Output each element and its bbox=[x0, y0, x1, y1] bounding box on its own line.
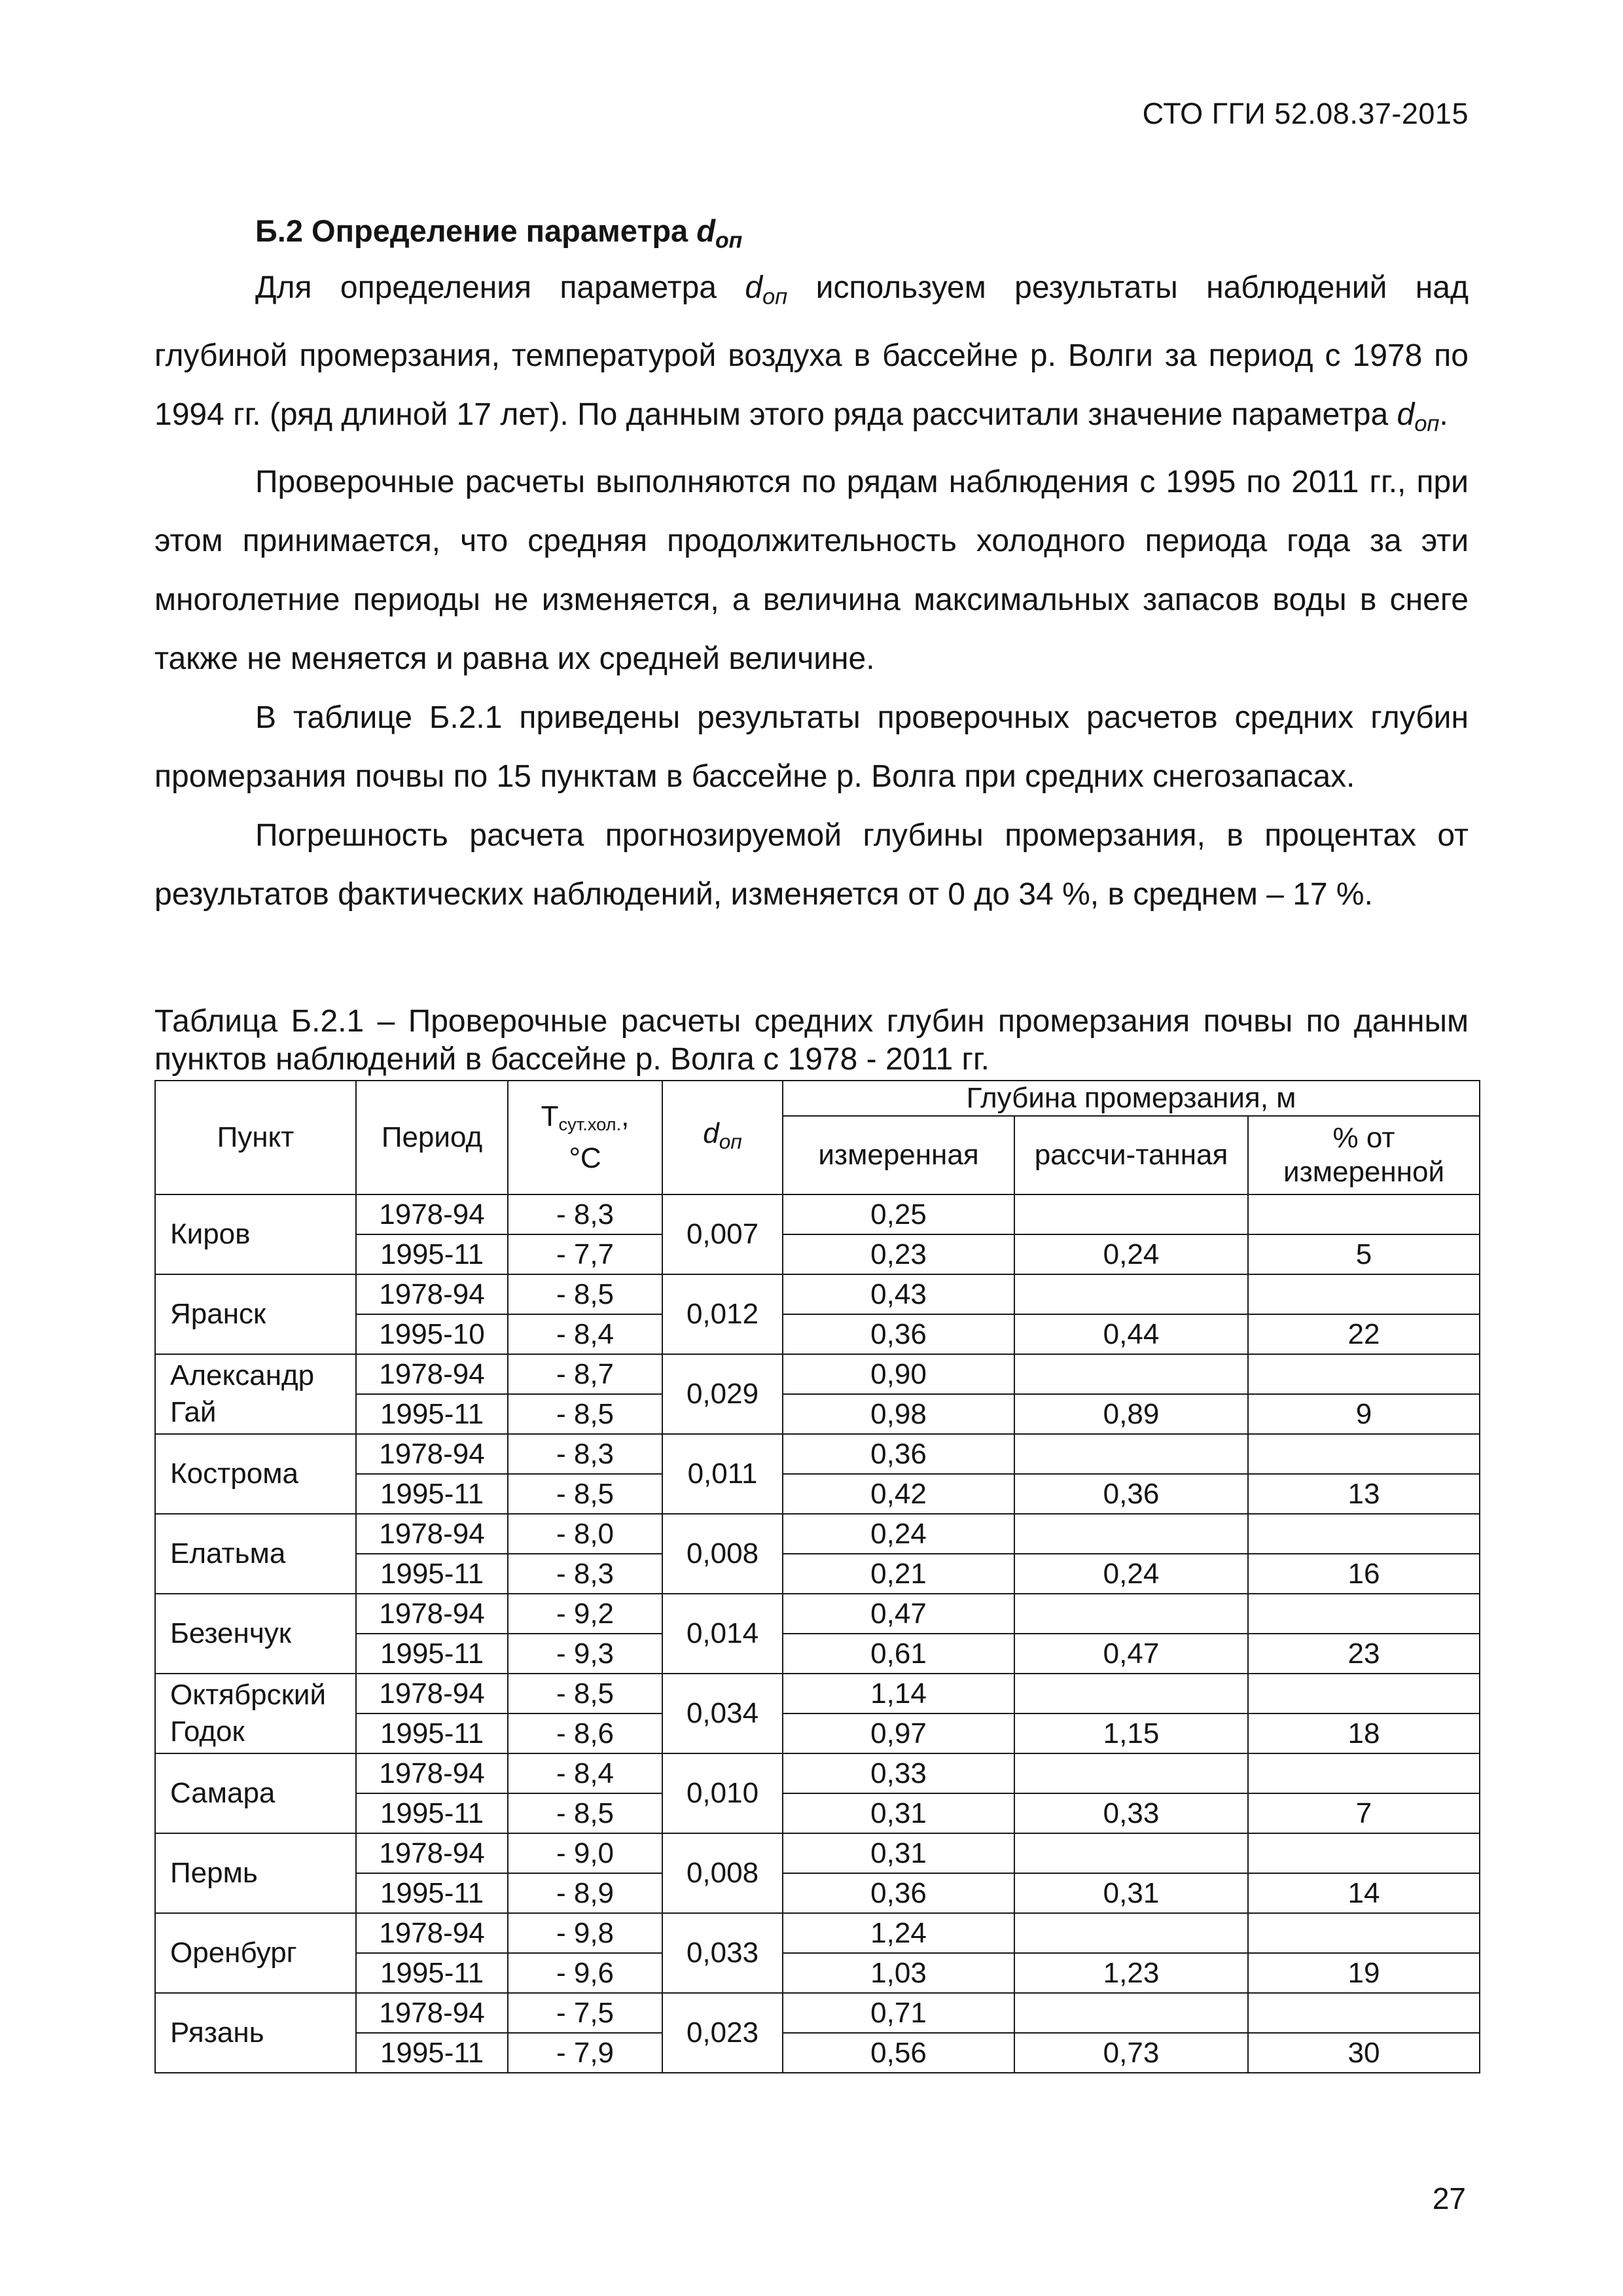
table-row bbox=[155, 1833, 1480, 1873]
cell-percent bbox=[1248, 1913, 1480, 1953]
cell-punkt: Пермь bbox=[155, 1833, 356, 1913]
cell-period: 1978-94 bbox=[356, 1913, 508, 1953]
cell-temperature: - 8,9 bbox=[508, 1873, 662, 1913]
table-row bbox=[155, 1354, 1480, 1394]
cell-period: 1995-11 bbox=[356, 1234, 508, 1274]
table-row bbox=[155, 1753, 1480, 1793]
cell-calculated bbox=[1014, 1434, 1248, 1474]
cell-measured: 1,24 bbox=[783, 1913, 1014, 1953]
header-measured: измеренная bbox=[783, 1116, 1014, 1194]
cell-period: 1995-11 bbox=[356, 1873, 508, 1913]
cell-measured: 0,36 bbox=[783, 1434, 1014, 1474]
cell-percent bbox=[1248, 1833, 1480, 1873]
cell-period: 1995-11 bbox=[356, 1634, 508, 1674]
cell-percent: 18 bbox=[1248, 1713, 1480, 1753]
header-percent: % от измеренной bbox=[1248, 1116, 1480, 1194]
cell-punkt: Кострома bbox=[155, 1434, 356, 1514]
cell-dop: 0,011 bbox=[662, 1434, 783, 1514]
cell-temperature: - 8,5 bbox=[508, 1394, 662, 1434]
cell-period: 1995-11 bbox=[356, 1793, 508, 1833]
cell-punkt: Безенчук bbox=[155, 1594, 356, 1674]
cell-percent bbox=[1248, 1594, 1480, 1634]
cell-percent bbox=[1248, 1674, 1480, 1713]
cell-temperature: - 9,0 bbox=[508, 1833, 662, 1873]
table-row bbox=[155, 1514, 1480, 1554]
cell-temperature: - 8,5 bbox=[508, 1474, 662, 1514]
cell-measured: 0,36 bbox=[783, 1873, 1014, 1913]
cell-calculated: 0,24 bbox=[1014, 1554, 1248, 1594]
cell-calculated: 0,73 bbox=[1014, 2033, 1248, 2073]
table-row bbox=[155, 1194, 1480, 1234]
cell-calculated bbox=[1014, 1194, 1248, 1234]
cell-calculated bbox=[1014, 1514, 1248, 1554]
paragraph-3: В таблице Б.2.1 приведены результаты проверочных расчетов средних глубин промерзания почвы по 15 пунктам в бассейне р. Волга при средних снегозапасах. bbox=[154, 700, 1469, 795]
cell-calculated bbox=[1014, 1753, 1248, 1793]
cell-temperature: - 8,3 bbox=[508, 1554, 662, 1594]
cell-percent: 19 bbox=[1248, 1953, 1480, 1993]
table-row bbox=[155, 1594, 1480, 1634]
cell-dop: 0,033 bbox=[662, 1913, 783, 1993]
body-text bbox=[154, 259, 1469, 924]
cell-measured: 0,43 bbox=[783, 1274, 1014, 1314]
cell-dop: 0,008 bbox=[662, 1514, 783, 1594]
cell-percent: 14 bbox=[1248, 1873, 1480, 1913]
cell-temperature: - 9,2 bbox=[508, 1594, 662, 1634]
cell-calculated: 1,15 bbox=[1014, 1713, 1248, 1753]
cell-measured: 1,03 bbox=[783, 1953, 1014, 1993]
cell-dop: 0,014 bbox=[662, 1594, 783, 1674]
cell-calculated bbox=[1014, 1993, 1248, 2033]
cell-period: 1978-94 bbox=[356, 1993, 508, 2033]
cell-period: 1978-94 bbox=[356, 1194, 508, 1234]
header-temperature: Тсут.хол., °С bbox=[508, 1081, 662, 1194]
cell-calculated bbox=[1014, 1594, 1248, 1634]
header-depth-group: Глубина промерзания, м bbox=[783, 1081, 1480, 1116]
cell-calculated: 0,44 bbox=[1014, 1314, 1248, 1354]
cell-percent: 30 bbox=[1248, 2033, 1480, 2073]
cell-calculated: 1,23 bbox=[1014, 1953, 1248, 1993]
paragraph-4: Погрешность расчета прогнозируемой глубины промерзания, в процентах от результатов фактических наблюдений, изменяется от 0 до 34 %, в среднем – 17 %. bbox=[154, 818, 1469, 912]
header-period: Период bbox=[356, 1081, 508, 1194]
cell-calculated bbox=[1014, 1674, 1248, 1713]
cell-temperature: - 8,5 bbox=[508, 1793, 662, 1833]
cell-measured: 0,61 bbox=[783, 1634, 1014, 1674]
cell-temperature: - 8,7 bbox=[508, 1354, 662, 1394]
cell-calculated: 0,89 bbox=[1014, 1394, 1248, 1434]
cell-punkt: Самара bbox=[155, 1753, 356, 1833]
cell-dop: 0,029 bbox=[662, 1354, 783, 1434]
cell-temperature: - 8,5 bbox=[508, 1674, 662, 1713]
cell-percent bbox=[1248, 1194, 1480, 1234]
cell-percent: 23 bbox=[1248, 1634, 1480, 1674]
table-caption: Таблица Б.2.1 – Проверочные расчеты средних глубин промерзания почвы по данным пунктов наблюдений в бассейне р. Волга с 1978 - 2011 гг. bbox=[154, 1004, 1469, 1077]
cell-calculated: 0,47 bbox=[1014, 1634, 1248, 1674]
cell-period: 1995-11 bbox=[356, 1394, 508, 1434]
header-calculated: рассчи-танная bbox=[1014, 1116, 1248, 1194]
cell-temperature: - 8,0 bbox=[508, 1514, 662, 1554]
cell-dop: 0,007 bbox=[662, 1194, 783, 1274]
cell-temperature: - 7,5 bbox=[508, 1993, 662, 2033]
cell-period: 1978-94 bbox=[356, 1753, 508, 1793]
cell-period: 1978-94 bbox=[356, 1833, 508, 1873]
cell-punkt: Оренбург bbox=[155, 1913, 356, 1993]
cell-measured: 0,71 bbox=[783, 1993, 1014, 2033]
page-number: 27 bbox=[1432, 2181, 1466, 2215]
cell-punkt: Яранск bbox=[155, 1274, 356, 1354]
document-code: СТО ГГИ 52.08.37-2015 bbox=[1142, 97, 1469, 130]
cell-percent bbox=[1248, 1993, 1480, 2033]
cell-percent bbox=[1248, 1354, 1480, 1394]
cell-measured: 0,31 bbox=[783, 1833, 1014, 1873]
cell-temperature: - 8,4 bbox=[508, 1753, 662, 1793]
cell-calculated bbox=[1014, 1833, 1248, 1873]
cell-period: 1995-11 bbox=[356, 1474, 508, 1514]
cell-dop: 0,008 bbox=[662, 1833, 783, 1913]
cell-dop: 0,012 bbox=[662, 1274, 783, 1354]
cell-temperature: - 8,5 bbox=[508, 1274, 662, 1314]
cell-period: 1978-94 bbox=[356, 1514, 508, 1554]
cell-measured: 0,47 bbox=[783, 1594, 1014, 1634]
cell-measured: 0,23 bbox=[783, 1234, 1014, 1274]
header-punkt: Пункт bbox=[155, 1081, 356, 1194]
cell-measured: 0,98 bbox=[783, 1394, 1014, 1434]
cell-period: 1995-11 bbox=[356, 1554, 508, 1594]
cell-calculated: 0,24 bbox=[1014, 1234, 1248, 1274]
cell-period: 1978-94 bbox=[356, 1434, 508, 1474]
cell-measured: 0,42 bbox=[783, 1474, 1014, 1514]
cell-measured: 0,90 bbox=[783, 1354, 1014, 1394]
cell-measured: 1,14 bbox=[783, 1674, 1014, 1713]
cell-measured: 0,24 bbox=[783, 1514, 1014, 1554]
cell-calculated: 0,33 bbox=[1014, 1793, 1248, 1833]
cell-dop: 0,010 bbox=[662, 1753, 783, 1833]
cell-percent: 16 bbox=[1248, 1554, 1480, 1594]
cell-calculated: 0,31 bbox=[1014, 1873, 1248, 1913]
cell-percent: 7 bbox=[1248, 1793, 1480, 1833]
cell-temperature: - 9,6 bbox=[508, 1953, 662, 1993]
cell-calculated bbox=[1014, 1354, 1248, 1394]
cell-temperature: - 7,9 bbox=[508, 2033, 662, 2073]
cell-temperature: - 9,3 bbox=[508, 1634, 662, 1674]
cell-temperature: - 8,4 bbox=[508, 1314, 662, 1354]
cell-punkt: Александр Гай bbox=[155, 1354, 356, 1434]
cell-measured: 0,36 bbox=[783, 1314, 1014, 1354]
cell-punkt: Рязань bbox=[155, 1993, 356, 2073]
cell-measured: 0,56 bbox=[783, 2033, 1014, 2073]
cell-percent bbox=[1248, 1753, 1480, 1793]
cell-period: 1995-11 bbox=[356, 2033, 508, 2073]
cell-measured: 0,21 bbox=[783, 1554, 1014, 1594]
table-row bbox=[155, 1674, 1480, 1713]
cell-calculated: 0,36 bbox=[1014, 1474, 1248, 1514]
cell-percent: 9 bbox=[1248, 1394, 1480, 1434]
cell-dop: 0,023 bbox=[662, 1993, 783, 2073]
cell-calculated bbox=[1014, 1274, 1248, 1314]
cell-temperature: - 7,7 bbox=[508, 1234, 662, 1274]
cell-percent bbox=[1248, 1434, 1480, 1474]
cell-period: 1978-94 bbox=[356, 1354, 508, 1394]
cell-temperature: - 9,8 bbox=[508, 1913, 662, 1953]
table-row bbox=[155, 1274, 1480, 1314]
cell-period: 1995-11 bbox=[356, 1713, 508, 1753]
cell-percent bbox=[1248, 1514, 1480, 1554]
cell-measured: 0,31 bbox=[783, 1793, 1014, 1833]
cell-period: 1978-94 bbox=[356, 1594, 508, 1634]
cell-calculated bbox=[1014, 1913, 1248, 1953]
cell-dop: 0,034 bbox=[662, 1674, 783, 1753]
table-row bbox=[155, 1434, 1480, 1474]
cell-percent: 13 bbox=[1248, 1474, 1480, 1514]
cell-punkt: Октябрский Годок bbox=[155, 1674, 356, 1753]
header-dop: $d_{оп}$ bbox=[662, 1081, 783, 1194]
cell-measured: 0,25 bbox=[783, 1194, 1014, 1234]
section-title: Б.2 Определение параметра $d_{оп}$ bbox=[255, 213, 743, 253]
table-body bbox=[155, 1194, 1480, 2073]
paragraph-1: Для определения параметра $d_{оп}$ используем результаты наблюдений над глубиной промерзания, температурой воздуха в бассейне р. Волги за период с 1978 по 1994 гг. (ряд длиной 17 лет). По данным этого ряда рассчитали значение параметра $d_{оп}$. bbox=[154, 270, 1469, 437]
cell-punkt: Киров bbox=[155, 1194, 356, 1274]
cell-temperature: - 8,3 bbox=[508, 1194, 662, 1234]
cell-temperature: - 8,6 bbox=[508, 1713, 662, 1753]
depth-table bbox=[154, 1080, 1480, 2073]
cell-percent bbox=[1248, 1274, 1480, 1314]
paragraph-2: Проверочные расчеты выполняются по рядам наблюдения с 1995 по 2011 гг., при этом принимается, что средняя продолжительность холодного периода года за эти многолетние периоды не изменяется, а величина максимальных запасов воды в снеге также не меняется и равна их средней величине. bbox=[154, 465, 1469, 677]
cell-measured: 0,97 bbox=[783, 1713, 1014, 1753]
cell-percent: 5 bbox=[1248, 1234, 1480, 1274]
table-row bbox=[155, 1913, 1480, 1953]
cell-punkt: Елатьма bbox=[155, 1514, 356, 1594]
cell-percent: 22 bbox=[1248, 1314, 1480, 1354]
cell-temperature: - 8,3 bbox=[508, 1434, 662, 1474]
cell-measured: 0,33 bbox=[783, 1753, 1014, 1793]
cell-period: 1978-94 bbox=[356, 1674, 508, 1713]
cell-period: 1978-94 bbox=[356, 1274, 508, 1314]
cell-period: 1995-11 bbox=[356, 1953, 508, 1993]
cell-period: 1995-10 bbox=[356, 1314, 508, 1354]
table-row bbox=[155, 1993, 1480, 2033]
